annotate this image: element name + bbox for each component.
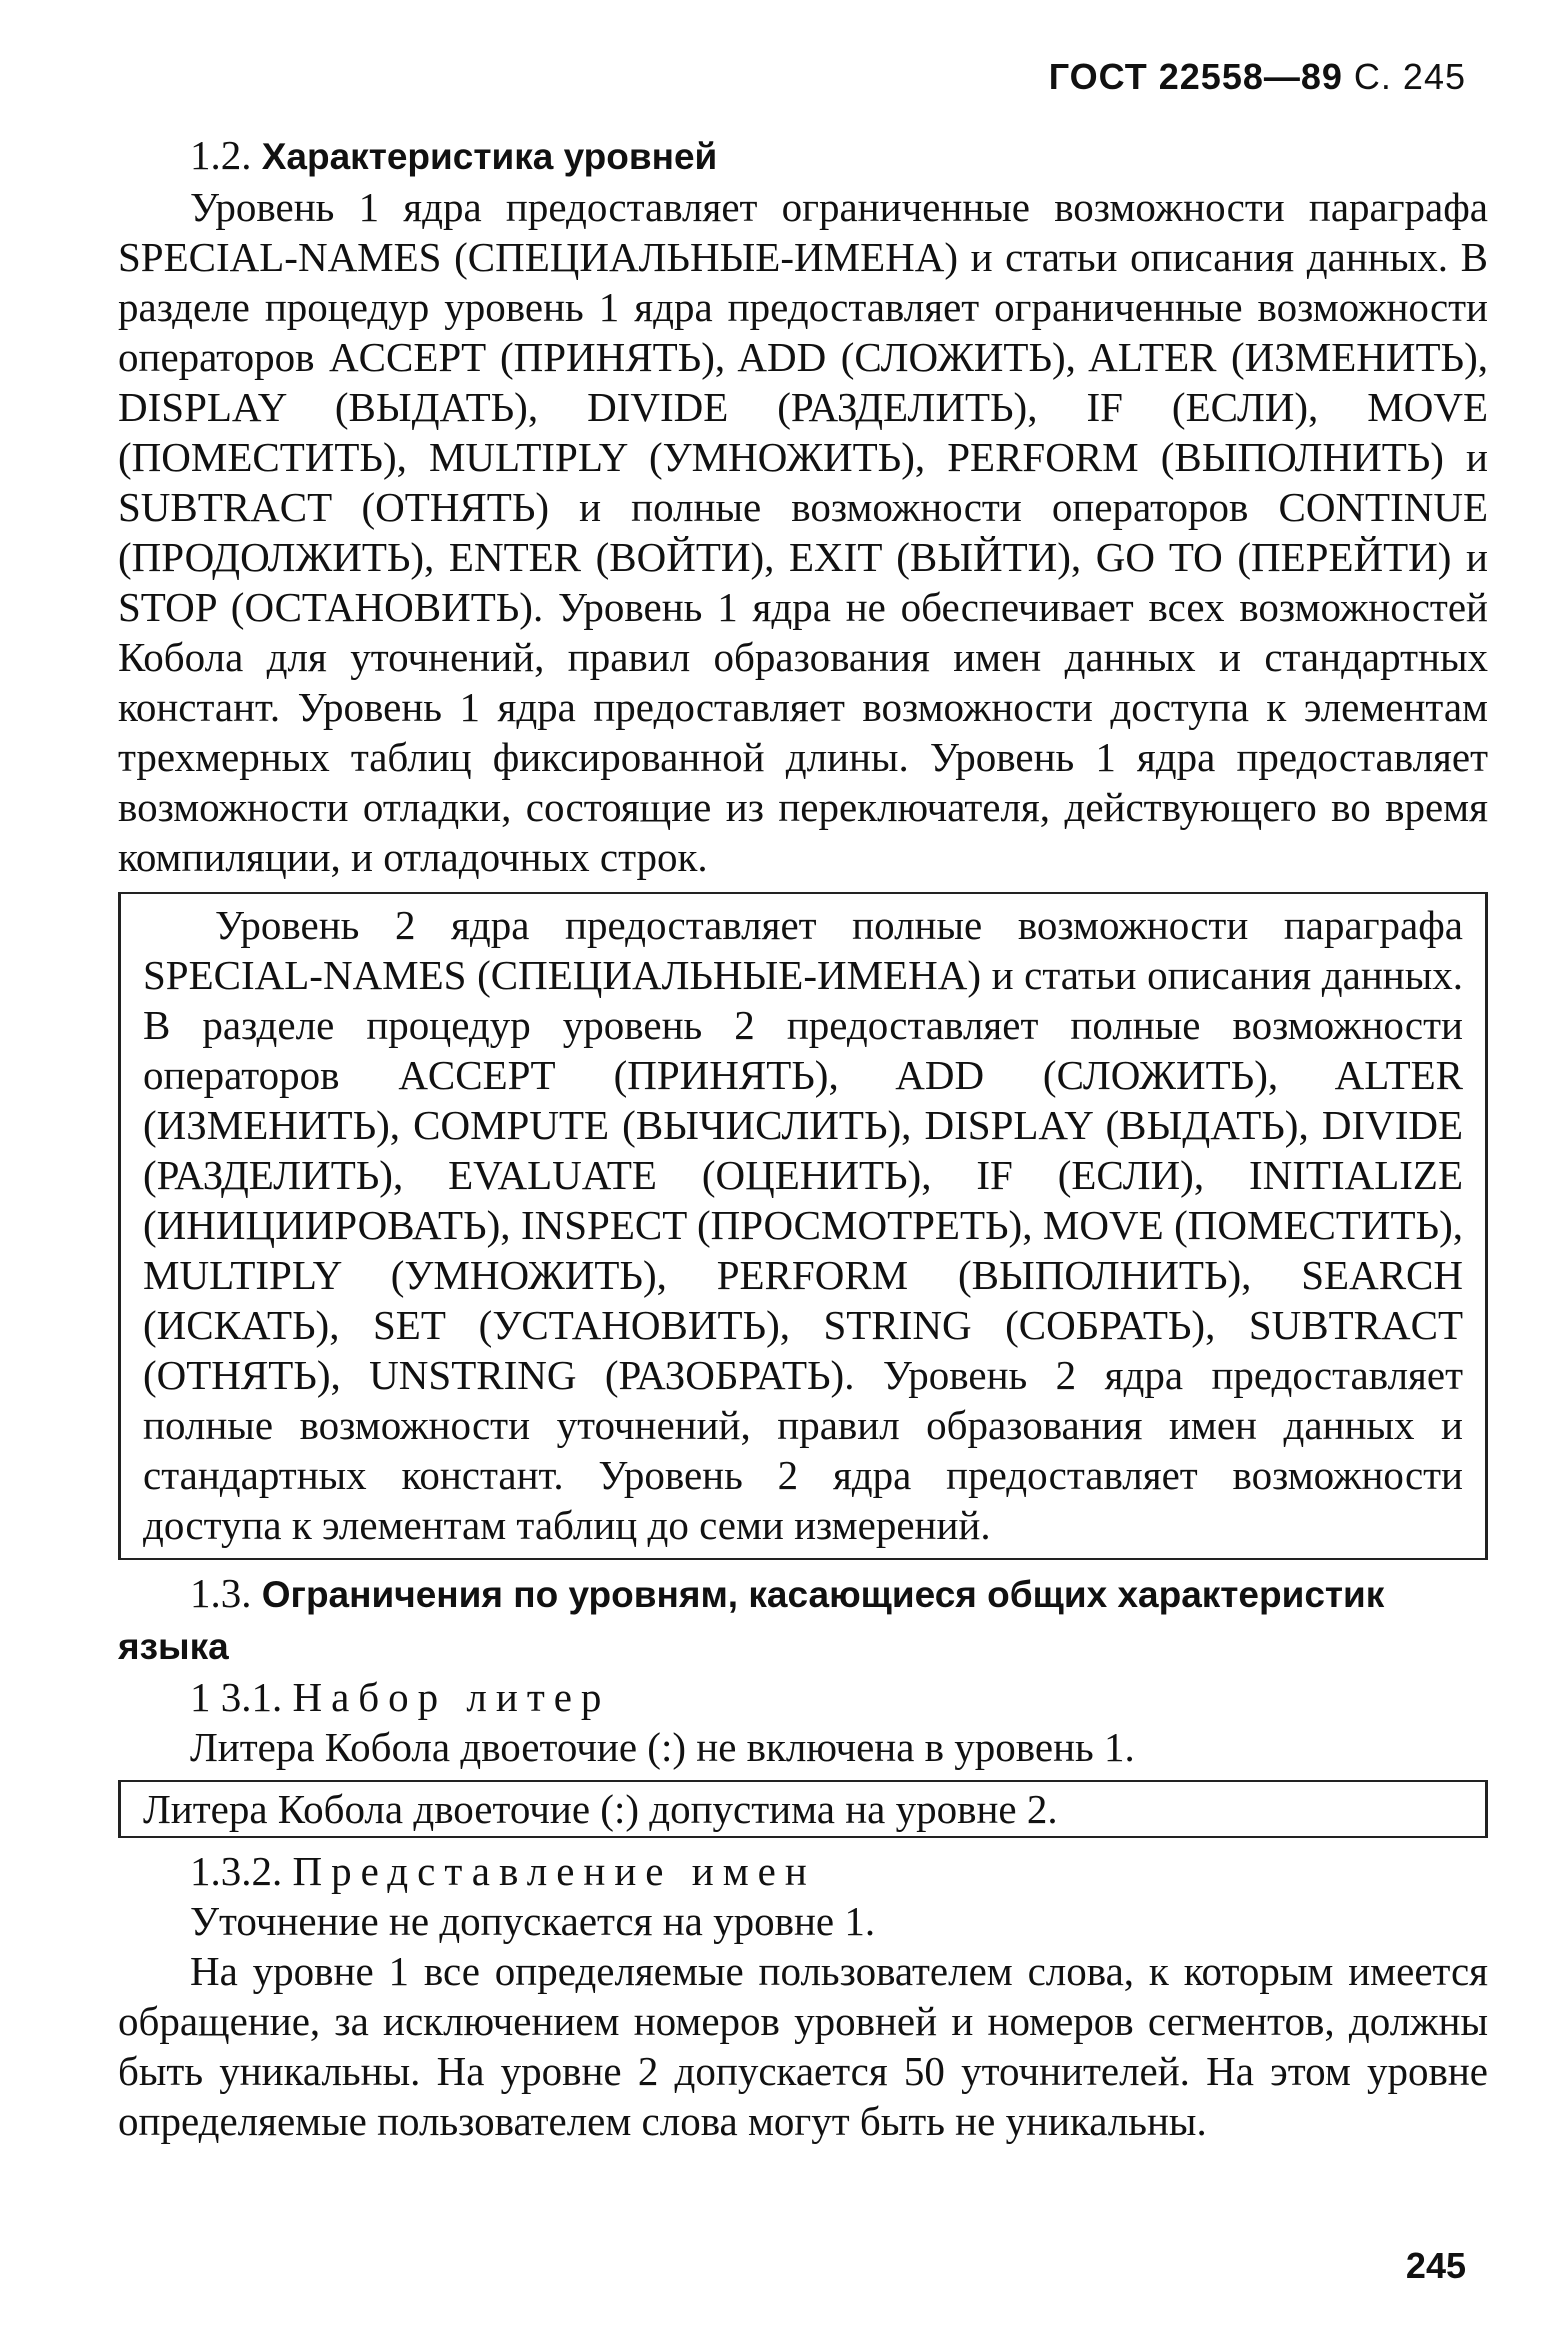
subsection-number: 1 3.1. (190, 1674, 283, 1720)
subsection-number: 1.3.2. (190, 1848, 283, 1894)
level2-box (118, 892, 1488, 1560)
subsection-1-3-2-heading (118, 1846, 1488, 1896)
page-number: 245 (1405, 2245, 1466, 2286)
level1-paragraph: Уровень 1 ядра предоставляет ограниченные возможности параграфа SPECIAL-NAMES (СПЕЦИАЛЬНЫЕ-ИМЕНА) и статьи описания данных. В разделе процедур уровень 1 ядра предоставляет ограниченные возможности операторов ACCEPT (ПРИНЯТЬ), ADD (СЛОЖИТЬ), ALTER (ИЗМЕНИТЬ), DISPLAY (ВЫДАТЬ), DIVIDE (РАЗДЕЛИТЬ), IF (ЕСЛИ), MOVE (ПОМЕСТИТЬ), MULTIPLY (УМНОЖИТЬ), PERFORM (ВЫПОЛНИТЬ) и SUBTRACT (ОТНЯТЬ) и полные возможности операторов CONTINUE (ПРОДОЛЖИТЬ), ENTER (ВОЙТИ), EXIT (ВЫЙТИ), GO TO (ПЕРЕЙТИ) и STOP (ОСТАНОВИТЬ). Уровень 1 ядра не обеспечивает всех возможностей Кобола для уточнений, правил образования имен данных и стандартных констант. Уровень 1 ядра предоставляет возможности доступа к элементам трехмерных таблиц фиксированной длины. Уровень 1 ядра предоставляет возможности отладки, состоящие из переключателя, действующего во время компиляции, и отладочных строк. (118, 184, 1488, 880)
section-title: Характеристика уровней (261, 136, 718, 177)
subsection-1-3-1-heading (118, 1672, 1488, 1722)
names-text-1: Уточнение не допускается на уровне 1. (190, 1898, 876, 1944)
section-number: 1.2. (190, 132, 252, 178)
section-1-3-heading (118, 1568, 1488, 1672)
section-title: Ограничения по уровням, касающиеся общих характеристик языка (118, 1574, 1385, 1667)
charset-level2-text: Литера Кобола двоеточие (:) допустима на уровне 2. (143, 1786, 1058, 1832)
level2-paragraph: Уровень 2 ядра предоставляет полные возможности параграфа SPECIAL-NAMES (СПЕЦИАЛЬНЫЕ-ИМЕНА) и статьи описания данных. В разделе процедур уровень 2 предоставляет полные возможности операторов ACCEPT (ПРИНЯТЬ), ADD (СЛОЖИТЬ), ALTER (ИЗМЕНИТЬ), COMPUTE (ВЫЧИСЛИТЬ), DISPLAY (ВЫДАТЬ), DIVIDE (РАЗДЕЛИТЬ), EVALUATE (ОЦЕНИТЬ), IF (ЕСЛИ), INITIALIZE (ИНИЦИИРОВАТЬ), INSPECT (ПРОСМОТРЕТЬ), MOVE (ПОМЕСТИТЬ), MULTIPLY (УМНОЖИТЬ), PERFORM (ВЫПОЛНИТЬ), SEARCH (ИСКАТЬ), SET (УСТАНОВИТЬ), STRING (СОБРАТЬ), SUBTRACT (ОТНЯТЬ), UNSTRING (РАЗОБРАТЬ). Уровень 2 ядра предоставляет полные возможности уточнений, правил образования имен данных и стандартных констант. Уровень 2 ядра предоставляет возможности доступа к элементам таблиц до семи измерений. (143, 902, 1463, 1548)
charset-level1-text: Литера Кобола двоеточие (:) не включена в уровень 1. (190, 1724, 1135, 1770)
subsection-title: Представление имен (292, 1848, 816, 1894)
section-1-2-heading (118, 130, 1488, 182)
page-reference: С. 245 (1353, 56, 1466, 97)
subsection-title: Набор литер (292, 1674, 611, 1720)
page-header (1049, 56, 1466, 98)
page-content (118, 130, 1488, 2146)
names-text-2: На уровне 1 все определяемые пользователем слова, к которым имеется обращение, за исключением номеров уровней и номеров сегментов, должны быть уникальны. На уровне 2 допускается 50 уточнителей. На этом уровне определяемые пользователем слова могут быть не уникальны. (118, 1948, 1488, 2144)
section-number: 1.3. (190, 1570, 252, 1616)
charset-level2-box (118, 1780, 1488, 1838)
standard-number: ГОСТ 22558—89 (1048, 56, 1343, 97)
